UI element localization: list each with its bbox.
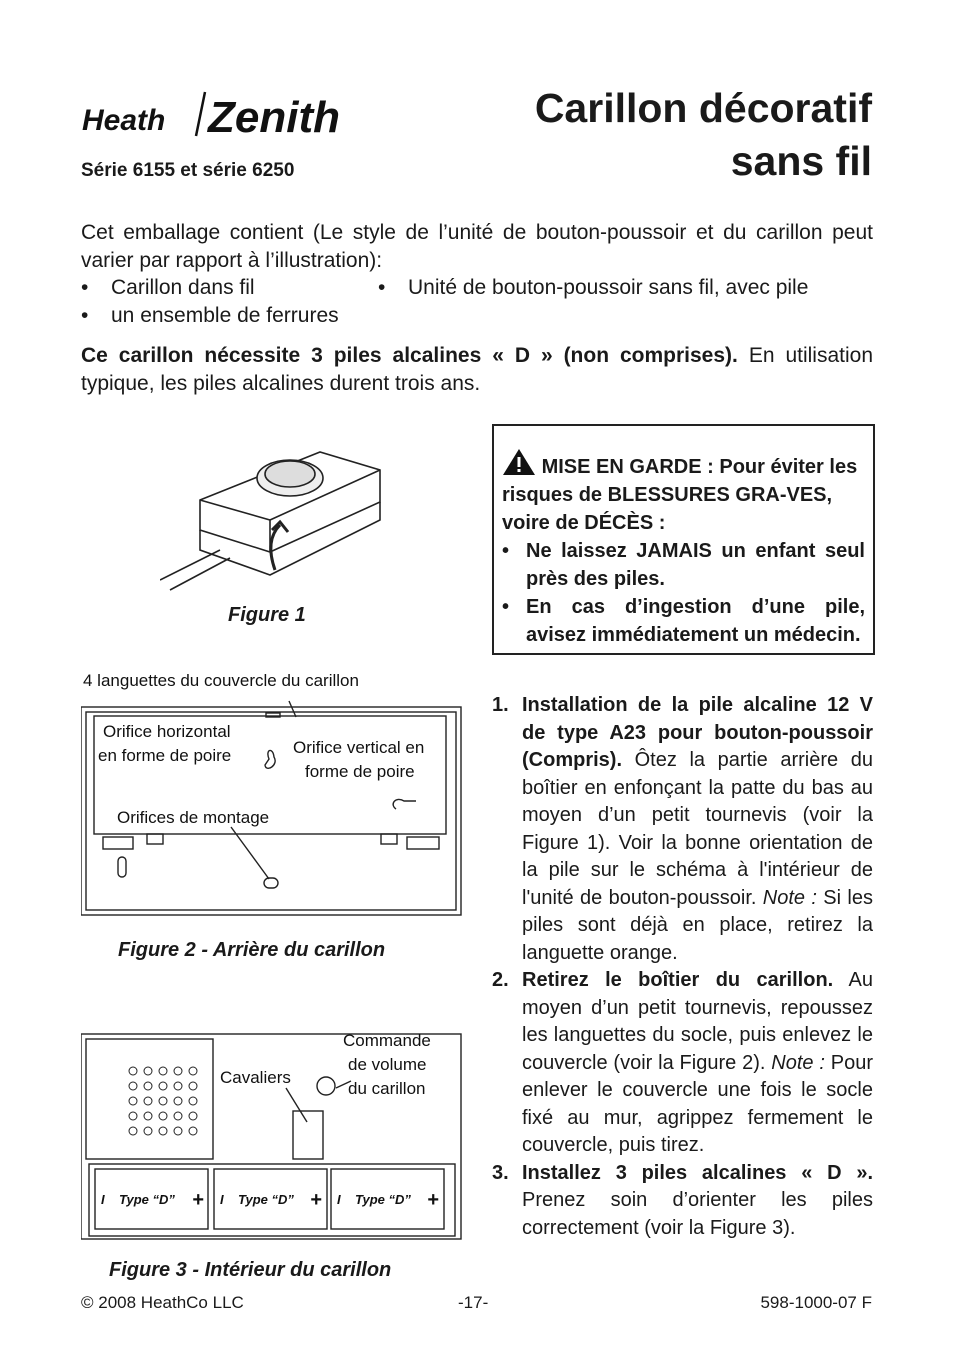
svg-text:I: I bbox=[220, 1192, 224, 1207]
list-item: • Unité de bouton-poussoir sans fil, avec pile bbox=[378, 276, 809, 299]
warning-item: • En cas d’ingestion d’une pile, avisez immédiatement un médecin. bbox=[502, 593, 865, 649]
figure-3-chime-interior bbox=[81, 1026, 466, 1244]
series-label: Série 6155 et série 6250 bbox=[81, 160, 295, 181]
figure-3-caption: Figure 3 - Intérieur du carillon bbox=[109, 1259, 392, 1281]
fig3-label-volume-3: du carillon bbox=[348, 1079, 426, 1098]
warning-item: • Ne laissez JAMAIS un enfant seul près des piles. bbox=[502, 537, 865, 593]
svg-text:+: + bbox=[192, 1189, 204, 1211]
fig3-label-volume-2: de volume bbox=[348, 1055, 427, 1074]
list-item: • un ensemble de ferrures bbox=[81, 304, 339, 327]
brand-logo bbox=[80, 88, 390, 138]
battery-note: Ce carillon nécessite 3 piles alcalines « D » (non comprises). En utilisation typique, les piles alcalines durent trois ans. bbox=[81, 344, 874, 395]
fig2-label-horizontal-2: en forme de poire bbox=[98, 746, 232, 765]
fig2-label-vertical-2: forme de poire bbox=[305, 762, 415, 781]
warning-triangle-icon bbox=[502, 448, 536, 476]
logo-heath: Heath bbox=[82, 104, 166, 137]
warning-box bbox=[492, 424, 875, 655]
figure-1-caption: Figure 1 bbox=[228, 604, 306, 626]
battery-label-3: Type “D” bbox=[355, 1192, 411, 1207]
step-2: 2. Retirez le boîtier du carillon. Au moyen d’un petit tournevis, repoussez les languettes du socle, puis enlevez le couvercle (voir la Figure 2). Note : Pour enlever le couvercle une fois le socle fixé au mur, agrippez fermement le couvercle, puis tirez. bbox=[492, 969, 873, 1156]
figure-2-chime-back bbox=[81, 669, 466, 919]
battery-label-1: Type “D” bbox=[119, 1192, 175, 1207]
battery-label-2: Type “D” bbox=[238, 1192, 294, 1207]
fig2-label-horizontal: Orifice horizontal bbox=[103, 722, 231, 741]
step-3: 3. Installez 3 piles alcalines « D ». Prenez soin d’orienter les piles correctement (voir la Figure 3). bbox=[492, 1161, 873, 1239]
instruction-steps bbox=[492, 692, 873, 1242]
warning-heading: MISE EN GARDE : Pour éviter les risques de BLESSURES GRA-VES, voire de DÉCÈS : bbox=[502, 448, 865, 537]
svg-text:+: + bbox=[427, 1189, 439, 1211]
logo-zenith: Zenith bbox=[208, 93, 340, 138]
fig3-label-jumpers: Cavaliers bbox=[220, 1068, 291, 1087]
fig2-label-vertical: Orifice vertical en bbox=[293, 738, 425, 757]
footer-page-number: -17- bbox=[458, 1293, 489, 1312]
page-title: Carillon décoratif sans fil bbox=[534, 85, 872, 184]
fig2-label-mounting: Orifices de montage bbox=[117, 808, 270, 827]
figure-2-caption: Figure 2 - Arrière du carillon bbox=[118, 939, 386, 961]
fig3-label-volume: Commande bbox=[343, 1031, 431, 1050]
contents-intro: Cet emballage contient (Le style de l’unité de bouton-poussoir et du carillon peut varier par rapport à l’illustration): bbox=[81, 221, 873, 272]
figure-1-pushbutton bbox=[160, 440, 400, 600]
fig2-top-label: 4 languettes du couvercle du carillon bbox=[83, 671, 359, 690]
svg-text:I: I bbox=[101, 1192, 105, 1207]
svg-text:+: + bbox=[310, 1189, 322, 1211]
footer-part-number: 598-1000-07 F bbox=[760, 1293, 872, 1312]
list-item: • Carillon dans fil bbox=[81, 276, 255, 299]
footer-copyright: © 2008 HeathCo LLC bbox=[81, 1293, 244, 1312]
step-1: 1. Installation de la pile alcaline 12 V de type A23 pour bouton-poussoir (Compris). Ôtez la partie arrière du boîtier en enfonçant la patte du bas au moyen d’un petit tournevis (voir la Figure 1). Voir la bonne orientation de la pile sur le schéma à l'intérieur de l'unité de bouton-poussoir. Note : Si les piles sont déjà en place, retirez la languette orange. bbox=[492, 694, 873, 964]
svg-text:I: I bbox=[337, 1192, 341, 1207]
